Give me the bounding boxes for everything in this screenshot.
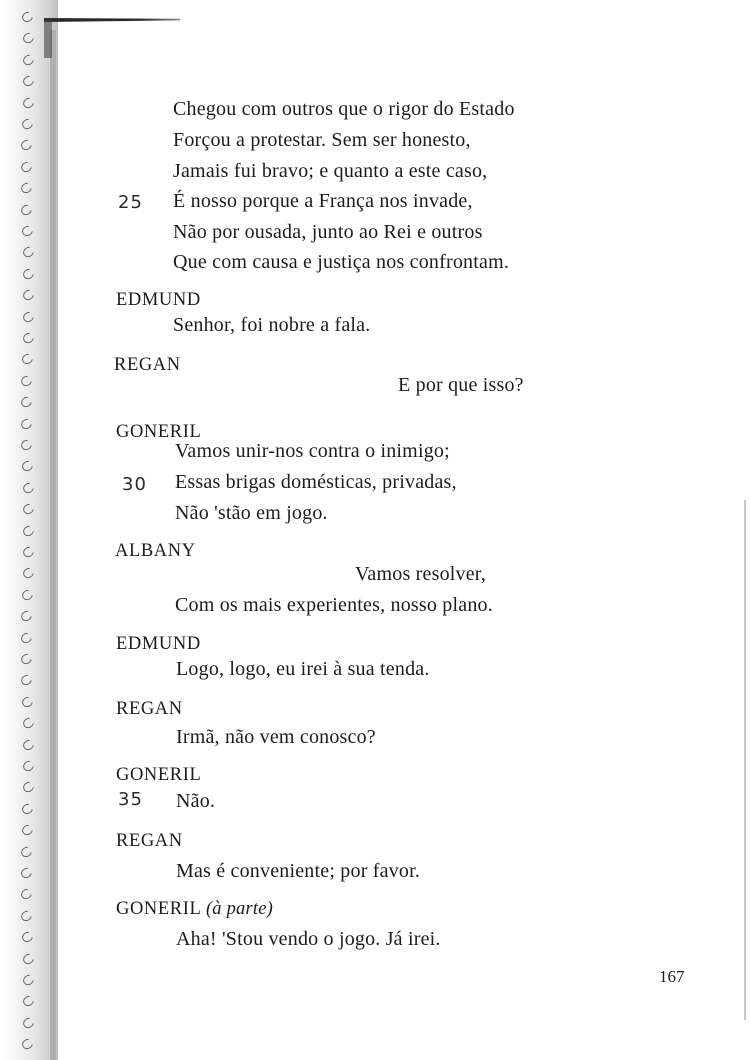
verse-line: Logo, logo, eu irei à sua tenda. [176, 658, 430, 680]
binding-ring [19, 138, 34, 153]
binding-ring [21, 502, 36, 517]
verse-line: Não. [176, 790, 216, 812]
speaker-name: REGAN [114, 355, 181, 375]
binding-ring [20, 930, 35, 945]
page-right-edge [744, 500, 746, 1020]
binding-ring [19, 844, 34, 859]
binding-ring [21, 95, 36, 110]
binding-ring [22, 994, 37, 1009]
binding-ring [20, 224, 35, 239]
binding-ring [21, 481, 36, 496]
binding-ring [19, 160, 34, 175]
binding-ring [22, 53, 37, 68]
binding-ring [22, 759, 37, 774]
page-number: 167 [659, 967, 685, 986]
binding-ring [21, 74, 36, 89]
binding-ring [19, 673, 34, 688]
verse-line: Senhor, foi nobre a fala. [173, 314, 371, 336]
binding-ring [19, 909, 34, 924]
stage-direction: (à parte) [205, 899, 273, 919]
binding-ring [21, 951, 36, 966]
binding-ring [20, 1037, 35, 1052]
verse-line: Com os mais experientes, nosso plano. [175, 594, 493, 616]
binding-ring [22, 973, 37, 988]
speaker-name: GONERIL [116, 765, 202, 785]
verse-line: Que com causa e justiça nos confrontam. [173, 251, 510, 273]
binding-ring [22, 523, 37, 538]
binding-ring [21, 1016, 36, 1031]
speaker-name: REGAN [116, 831, 183, 851]
binding-ring [19, 652, 34, 667]
binding-ring [19, 416, 34, 431]
binding-ring [20, 352, 35, 367]
binding-ring [20, 459, 35, 474]
binding-ring [20, 695, 35, 710]
margin-line-number: 30 [122, 474, 147, 495]
verse-line: Jamais fui bravo; e quanto a este caso, [173, 160, 488, 182]
binding-ring [21, 267, 36, 282]
verse-line: Vamos unir-nos contra o inimigo; [175, 440, 450, 462]
binding-ring [21, 780, 36, 795]
verse-line: Forçou a protestar. Sem ser honesto, [173, 129, 471, 151]
binding-ring [19, 374, 34, 389]
speaker-name: EDMUND [116, 290, 201, 310]
speaker-name: GONERIL [116, 422, 202, 442]
binding-ring [19, 866, 34, 881]
binding-ring [21, 716, 36, 731]
binding-ring [21, 566, 36, 581]
speaker-name: ALBANY [115, 541, 196, 561]
binding-ring [20, 823, 35, 838]
binding-ring [21, 245, 36, 260]
binding-ring [19, 887, 34, 902]
binding-ring [21, 331, 36, 346]
binding-ring [19, 438, 34, 453]
binding-ring [19, 202, 34, 217]
binding-ring [21, 802, 36, 817]
binding-ring [19, 395, 34, 410]
speaker-line [116, 899, 273, 920]
binding-ring [19, 181, 34, 196]
speaker-name: REGAN [116, 699, 183, 719]
binding-ring [21, 31, 36, 46]
verse-line: E por que isso? [398, 374, 524, 396]
verse-line: Mas é conveniente; por favor. [176, 860, 421, 882]
binding-ring [20, 588, 35, 603]
verse-line: Essas brigas domésticas, privadas, [175, 471, 457, 493]
top-corner-shadow [44, 18, 52, 58]
top-corner-mark [44, 18, 180, 22]
verse-line: Irmã, não vem conosco? [176, 726, 376, 748]
binding-ring [20, 117, 35, 132]
binding-ring [19, 609, 34, 624]
binding-ring [21, 309, 36, 324]
verse-line: É nosso porque a França nos invade, [173, 190, 473, 212]
speaker-name: GONERIL [116, 899, 201, 919]
verse-line: Chegou com outros que o rigor do Estado [173, 98, 515, 120]
binding-ring [21, 545, 36, 560]
binding-ring [22, 288, 37, 303]
verse-line: Não por ousada, junto ao Rei e outros [173, 221, 483, 243]
speaker-name: EDMUND [116, 634, 201, 654]
verse-line: Aha! 'Stou vendo o jogo. Já irei. [176, 928, 441, 950]
binding-ring [21, 737, 36, 752]
margin-line-number: 35 [118, 789, 143, 810]
verse-line: Não 'stão em jogo. [175, 502, 328, 524]
binding-ring [21, 10, 36, 25]
binding-shadow [50, 30, 56, 1060]
verse-line: Vamos resolver, [355, 563, 487, 585]
binding-ring [19, 630, 34, 645]
margin-line-number: 25 [118, 192, 143, 213]
